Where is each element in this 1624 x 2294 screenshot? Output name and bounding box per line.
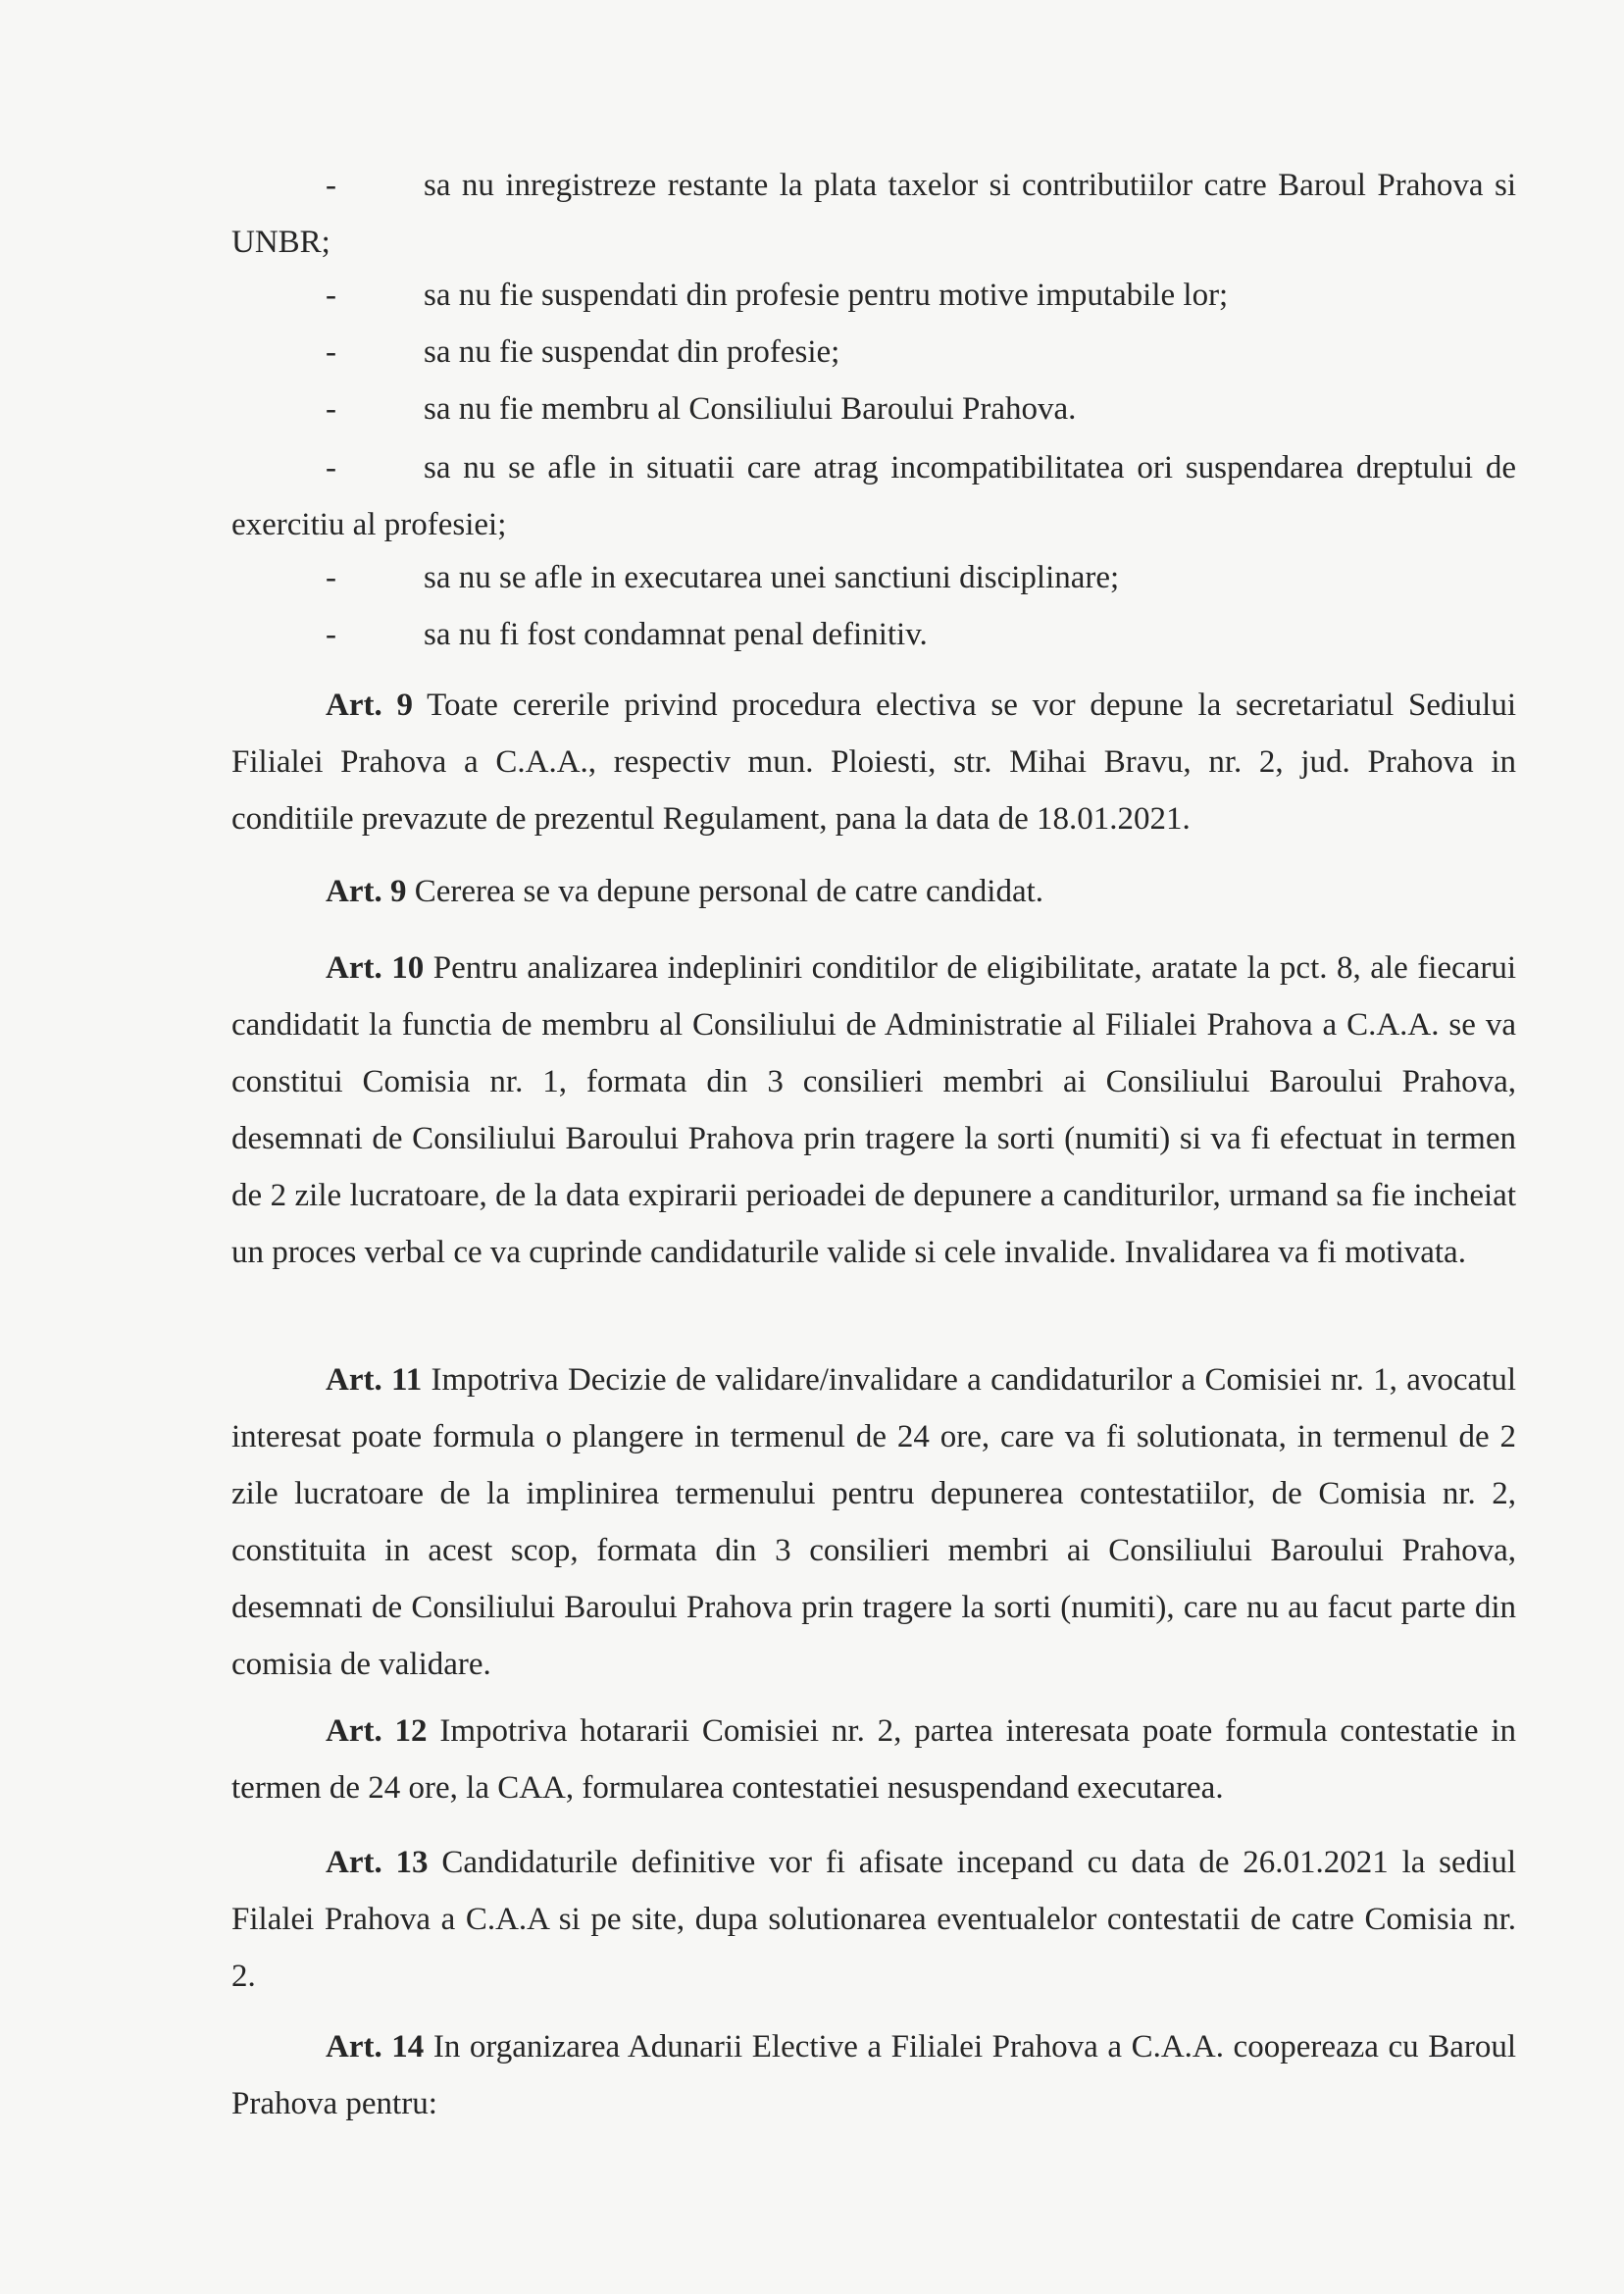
article-text: Candidaturile definitive vor fi afisate incepand cu data de 26.01.2021 la sediul Filalei Prahova a C.A.A si pe site, dupa solutionarea eventualelor contestatii de catre Comisia nr. 2. bbox=[231, 1845, 1517, 1994]
article-text: Toate cererile privind procedura electiva se vor depune la secretariatul Sediului Filialei Prahova a C.A.A., respectiv mun. Ploiesti, str. Mihai Bravu, nr. 2, jud. Prahova in conditiile prevazute de prezentul Regulament, pana la data de 18.01.2021. bbox=[231, 688, 1516, 837]
article-paragraph bbox=[231, 677, 1516, 847]
bullet-text: sa nu fie suspendat din profesie; bbox=[424, 334, 840, 370]
bullet-dash: - bbox=[326, 168, 336, 203]
article-label: Art. 14 bbox=[326, 2029, 425, 2065]
article-text: Cererea se va depune personal de catre candidat. bbox=[414, 874, 1044, 909]
article-label: Art. 9 bbox=[326, 874, 407, 909]
article-label: Art. 13 bbox=[326, 1845, 429, 1880]
article-label: Art. 9 bbox=[326, 688, 413, 723]
bullet-dash: - bbox=[326, 334, 336, 370]
article-paragraph bbox=[231, 1351, 1516, 1693]
bullet-item bbox=[231, 549, 1516, 606]
bullet-text: sa nu fie suspendati din profesie pentru motive imputabile lor; bbox=[424, 278, 1229, 313]
bullet-item bbox=[231, 439, 1516, 553]
article-paragraph bbox=[231, 1703, 1516, 1816]
bullet-text: sa nu se afle in executarea unei sanctiuni disciplinare; bbox=[424, 560, 1120, 595]
article-label: Art. 10 bbox=[326, 950, 425, 986]
article-paragraph bbox=[231, 863, 1516, 920]
bullet-item bbox=[231, 381, 1516, 437]
bullet-item bbox=[231, 606, 1516, 663]
bullet-dash: - bbox=[326, 450, 336, 485]
article-text: Impotriva hotararii Comisiei nr. 2, partea interesata poate formula contestatie in termen de 24 ore, la CAA, formularea contestatiei nesuspendand executarea. bbox=[231, 1713, 1517, 1806]
article-label: Art. 12 bbox=[326, 1713, 428, 1749]
bullet-item bbox=[231, 324, 1516, 381]
bullet-text: sa nu fi fost condamnat penal definitiv. bbox=[424, 617, 928, 652]
article-text: Impotriva Decizie de validare/invalidare a candidaturilor a Comisiei nr. 1, avocatul interesat poate formula o plangere in termenul de 24 ore, care va fi solutionata, in termenul de 2 zile lucratoare de la implinirea termenului pentru depunerea contestatiilor, de Comisia nr. 2, constituita in acest scop, formata din 3 consilieri membri ai Consiliului Baroului Prahova, desemnati de Consiliului Baroului Prahova prin tragere la sorti (numiti), care nu au facut parte din comisia de validare. bbox=[231, 1362, 1516, 1682]
bullet-continuation: UNBR; bbox=[231, 225, 330, 260]
bullet-item bbox=[231, 157, 1516, 271]
bullet-dash: - bbox=[326, 560, 336, 595]
bullet-dash: - bbox=[326, 617, 336, 652]
article-paragraph bbox=[231, 1834, 1516, 2005]
bullet-dash: - bbox=[326, 391, 336, 427]
bullet-text: sa nu inregistreze restante la plata taxelor si contributiilor catre Baroul Prahova si bbox=[424, 168, 1516, 203]
bullet-text: sa nu se afle in situatii care atrag incompatibilitatea ori suspendarea dreptului de bbox=[424, 450, 1516, 485]
article-paragraph bbox=[231, 940, 1516, 1281]
bullet-text: sa nu fie membru al Consiliului Baroului Prahova. bbox=[424, 391, 1077, 427]
article-text: Pentru analizarea indepliniri conditilor de eligibilitate, aratate la pct. 8, ale fiecarui candidatit la functia de membru al Consiliului de Administratie al Filialei Prahova a C.A.A. se va constitui Comisia nr. 1, formata din 3 consilieri membri ai Consiliului Baroului Prahova, desemnati de Consiliului Baroului Prahova prin tragere la sorti (numiti) si va fi efectuat in termen de 2 zile lucratoare, de la data expirarii perioadei de depunere a canditurilor, urmand sa fie incheiat un proces verbal ce va cuprinde candidaturile valide si cele invalide. Invalidarea va fi motivata. bbox=[231, 950, 1516, 1270]
article-label: Art. 11 bbox=[326, 1362, 423, 1398]
bullet-item bbox=[231, 267, 1516, 324]
article-paragraph bbox=[231, 2018, 1516, 2132]
article-text: In organizarea Adunarii Elective a Filialei Prahova a C.A.A. coopereaza cu Baroul Prahova pentru: bbox=[231, 2029, 1517, 2121]
bullet-dash: - bbox=[326, 278, 336, 313]
bullet-continuation: exercitiu al profesiei; bbox=[231, 507, 507, 542]
